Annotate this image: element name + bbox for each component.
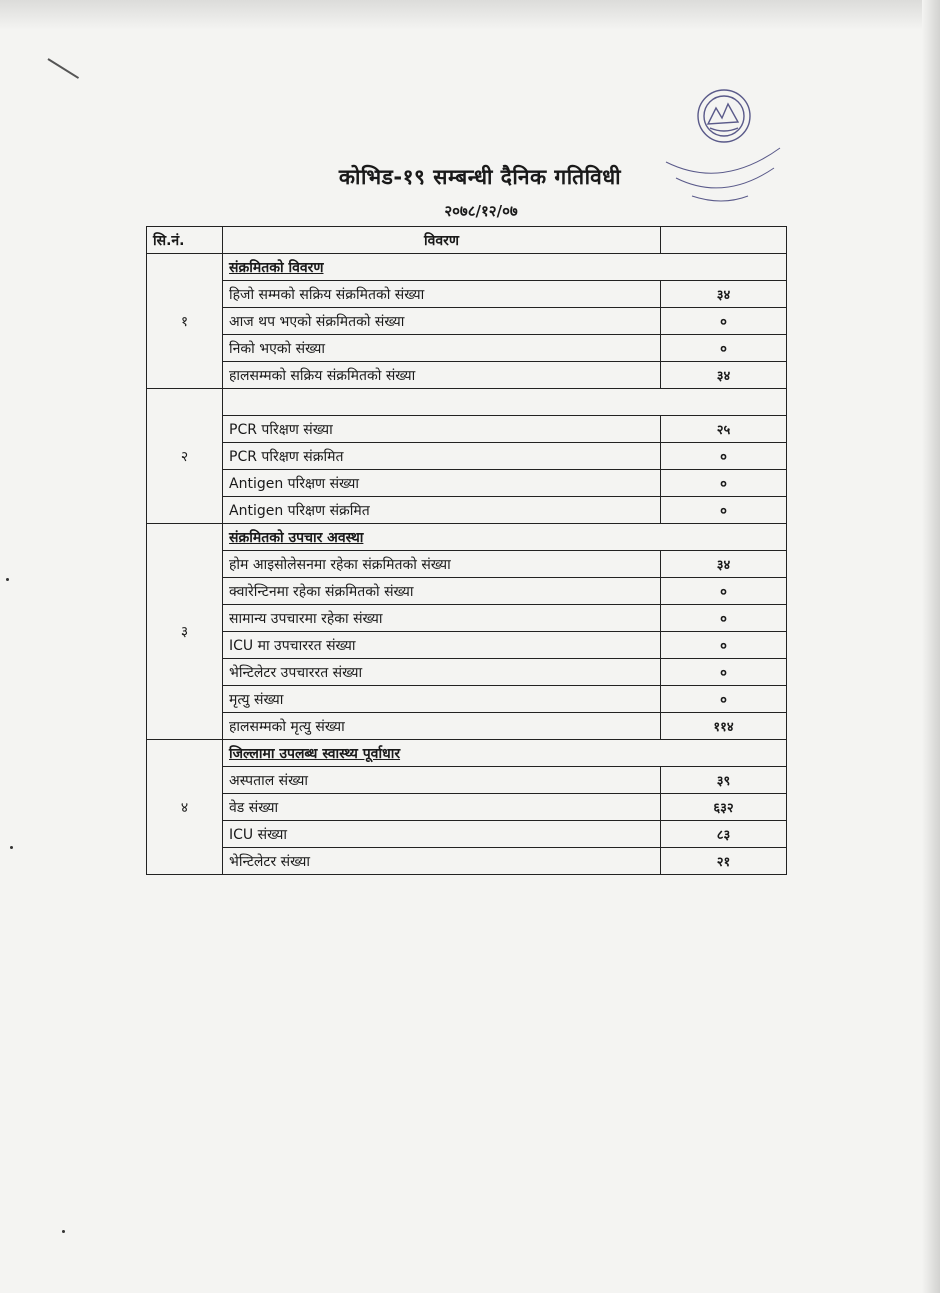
scan-mark xyxy=(47,58,79,79)
scan-shadow-right xyxy=(922,0,940,1293)
row-value: ० xyxy=(661,497,787,524)
section-heading-row xyxy=(147,740,787,767)
row-label: आज थप भएको संक्रमितको संख्या xyxy=(223,308,661,335)
section-heading: संक्रमितको विवरण xyxy=(223,254,787,281)
row-value: ३४ xyxy=(661,281,787,308)
section-number: ४ xyxy=(147,740,223,875)
section-number: १ xyxy=(147,254,223,389)
row-value: ० xyxy=(661,308,787,335)
covid-daily-table xyxy=(146,226,787,875)
row-label: PCR परिक्षण संख्या xyxy=(223,416,661,443)
table-row xyxy=(147,686,787,713)
row-value: २१ xyxy=(661,848,787,875)
row-value: ० xyxy=(661,578,787,605)
row-label: अस्पताल संख्या xyxy=(223,767,661,794)
table-row xyxy=(147,767,787,794)
row-label: निको भएको संख्या xyxy=(223,335,661,362)
row-value: ० xyxy=(661,335,787,362)
row-label: हिजो सम्मको सक्रिय संक्रमितको संख्या xyxy=(223,281,661,308)
row-value: ६३२ xyxy=(661,794,787,821)
row-label: मृत्यु संख्या xyxy=(223,686,661,713)
table-row xyxy=(147,821,787,848)
table-row xyxy=(147,659,787,686)
table-header-row xyxy=(147,227,787,254)
table-row xyxy=(147,605,787,632)
row-value: ३४ xyxy=(661,551,787,578)
header-sn: सि.नं. xyxy=(147,227,223,254)
table-row xyxy=(147,443,787,470)
row-value: ८३ xyxy=(661,821,787,848)
table-row xyxy=(147,470,787,497)
scan-shadow-top xyxy=(0,0,940,30)
row-value: २५ xyxy=(661,416,787,443)
row-label: वेड संख्या xyxy=(223,794,661,821)
section-heading xyxy=(223,389,787,416)
table-row xyxy=(147,578,787,605)
office-seal xyxy=(652,78,792,218)
section-heading-row xyxy=(147,524,787,551)
row-value: ० xyxy=(661,632,787,659)
row-value: ० xyxy=(661,686,787,713)
row-label: Antigen परिक्षण संक्रमित xyxy=(223,497,661,524)
table-row xyxy=(147,848,787,875)
table-row xyxy=(147,632,787,659)
row-label: क्वारेन्टिनमा रहेका संक्रमितको संख्या xyxy=(223,578,661,605)
row-value: ० xyxy=(661,470,787,497)
section-heading: जिल्लामा उपलब्ध स्वास्थ्य पूर्वाधार xyxy=(223,740,787,767)
scan-speck xyxy=(6,578,9,581)
row-value: ० xyxy=(661,443,787,470)
table-row xyxy=(147,551,787,578)
document-date: २०७८/१२/०७ xyxy=(444,202,518,220)
section-heading-row xyxy=(147,254,787,281)
row-label: ICU मा उपचाररत संख्या xyxy=(223,632,661,659)
row-value: ३४ xyxy=(661,362,787,389)
seal-icon xyxy=(652,78,792,218)
table-row xyxy=(147,416,787,443)
table-row xyxy=(147,794,787,821)
row-value: ० xyxy=(661,605,787,632)
table-row xyxy=(147,308,787,335)
section-heading: संक्रमितको उपचार अवस्था xyxy=(223,524,787,551)
row-label: ICU संख्या xyxy=(223,821,661,848)
scan-speck xyxy=(62,1230,65,1233)
row-label: होम आइसोलेसनमा रहेका संक्रमितको संख्या xyxy=(223,551,661,578)
row-value: ११४ xyxy=(661,713,787,740)
row-label: हालसम्मको मृत्यु संख्या xyxy=(223,713,661,740)
row-label: सामान्य उपचारमा रहेका संख्या xyxy=(223,605,661,632)
row-value: ० xyxy=(661,659,787,686)
row-label: Antigen परिक्षण संख्या xyxy=(223,470,661,497)
header-description: विवरण xyxy=(223,227,661,254)
table-row xyxy=(147,713,787,740)
document-title: कोभिड-१९ सम्बन्धी दैनिक गतिविधी xyxy=(338,165,622,189)
header-value xyxy=(661,227,787,254)
row-label: भेन्टिलेटर उपचाररत संख्या xyxy=(223,659,661,686)
row-label: हालसम्मको सक्रिय संक्रमितको संख्या xyxy=(223,362,661,389)
row-label: भेन्टिलेटर संख्या xyxy=(223,848,661,875)
row-label: PCR परिक्षण संक्रमित xyxy=(223,443,661,470)
row-value: ३९ xyxy=(661,767,787,794)
table-row xyxy=(147,362,787,389)
scan-speck xyxy=(10,846,13,849)
table-row xyxy=(147,335,787,362)
table-row xyxy=(147,281,787,308)
section-heading-row xyxy=(147,389,787,416)
section-number: २ xyxy=(147,389,223,524)
table-row xyxy=(147,497,787,524)
section-number: ३ xyxy=(147,524,223,740)
